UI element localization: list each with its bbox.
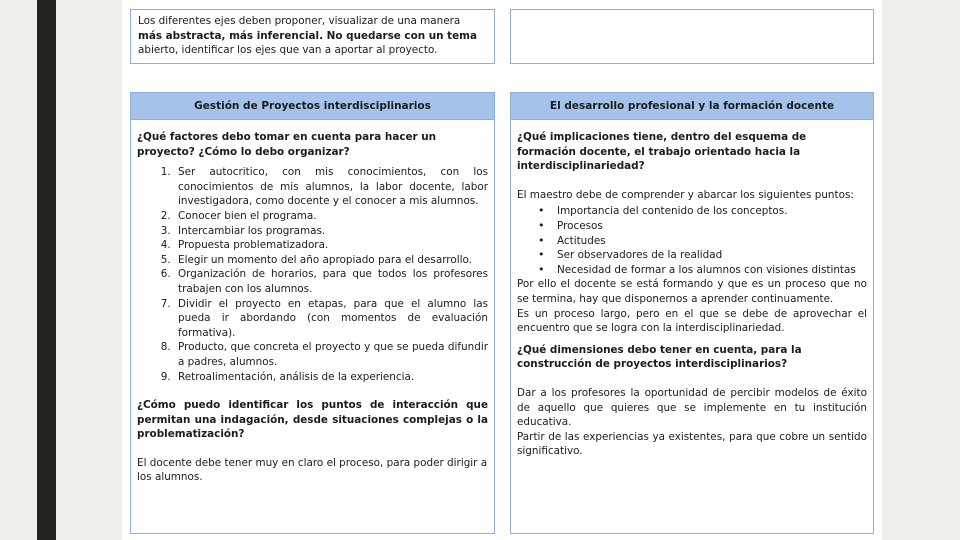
left-question-1: ¿Qué factores debo tomar en cuenta para hacer un proyecto? ¿Cómo lo debo organizar? bbox=[137, 131, 437, 158]
right-intro: El maestro debe de comprender y abarcar los siguientes puntos: bbox=[517, 188, 854, 201]
top-note-line-2: más abstracta, más inferencial. No quedarse con un tema bbox=[138, 29, 478, 42]
point-item: • Actitudes bbox=[555, 234, 867, 249]
left-panel bbox=[130, 92, 495, 534]
project-step-item: 9. Retroalimentación, análisis de la experiencia. bbox=[174, 370, 488, 385]
project-step-item: 3. Intercambiar los programas. bbox=[174, 224, 488, 239]
top-note-line-3: abierto, identificar los ejes que van a aportar al proyecto. bbox=[138, 44, 438, 57]
right-panel-header: El desarrollo profesional y la formación docente bbox=[511, 93, 873, 120]
point-item: • Importancia del contenido de los conceptos. bbox=[555, 204, 867, 219]
project-step-item: 2. Conocer bien el programa. bbox=[174, 209, 488, 224]
project-step-item: 5. Elegir un momento del año apropiado para el desarrollo. bbox=[174, 253, 488, 268]
project-step-item: 4. Propuesta problematizadora. bbox=[174, 238, 488, 253]
project-step-item: 7. Dividir el proyecto en etapas, para que el alumno las pueda ir abordando (con momentos de evaluación formativa). bbox=[174, 297, 488, 341]
point-item: • Necesidad de formar a los alumnos con visiones distintas bbox=[555, 263, 867, 278]
project-step-item: 6. Organización de horarios, para que todos los profesores trabajen con los alumnos. bbox=[174, 267, 488, 296]
top-empty-box bbox=[510, 9, 874, 64]
points-list bbox=[517, 204, 867, 277]
right-paragraph-3: Dar a los profesores la oportunidad de percibir modelos de éxito de aquello que quieres que se implemente en tu institución educativa. bbox=[517, 386, 867, 429]
slide-page bbox=[122, 0, 882, 540]
left-accent-bar bbox=[37, 0, 56, 540]
project-step-item: 8. Producto, que concreta el proyecto y que se pueda difundir a padres, alumnos. bbox=[174, 340, 488, 369]
right-paragraph-4: Partir de las experiencias ya existentes, para que cobre un sentido significativo. bbox=[517, 430, 867, 458]
right-panel bbox=[510, 92, 874, 534]
project-steps-list bbox=[137, 165, 488, 384]
project-step-item: 1. Ser autocritico, con mis conocimientos, con los conocimientos de mis alumnos, la labor docente, labor investigadora, como docente y el conocer a mis alumnos. bbox=[174, 165, 488, 209]
right-paragraph-1: Por ello el docente se está formando y que es un proceso que no se termina, hay que disponernos a aprender continuamente. bbox=[517, 278, 867, 305]
top-note-box bbox=[130, 9, 495, 64]
top-note-line-1: Los diferentes ejes deben proponer, visualizar de una manera bbox=[138, 15, 461, 27]
right-question-1: ¿Qué implicaciones tiene, dentro del esquema de formación docente, el trabajo orientado hacia la interdisciplinariedad? bbox=[517, 131, 807, 173]
right-question-2: ¿Qué dimensiones debo tener en cuenta, para la construcción de proyectos interdisciplinarios? bbox=[517, 343, 802, 371]
left-question-2: ¿Cómo puedo identificar los puntos de interacción que permitan una indagación, desde situaciones complejas o la problematización? bbox=[137, 399, 488, 441]
left-answer-2: El docente debe tener muy en claro el proceso, para poder dirigir a los alumnos. bbox=[137, 456, 488, 484]
right-paragraph-2: Es un proceso largo, pero en el que se debe de aprovechar el encuentro que se logra con la interdisciplinariedad. bbox=[517, 307, 867, 335]
point-item: • Ser observadores de la realidad bbox=[555, 248, 867, 263]
point-item: • Procesos bbox=[555, 219, 867, 234]
left-panel-header: Gestión de Proyectos interdisciplinarios bbox=[131, 93, 494, 120]
